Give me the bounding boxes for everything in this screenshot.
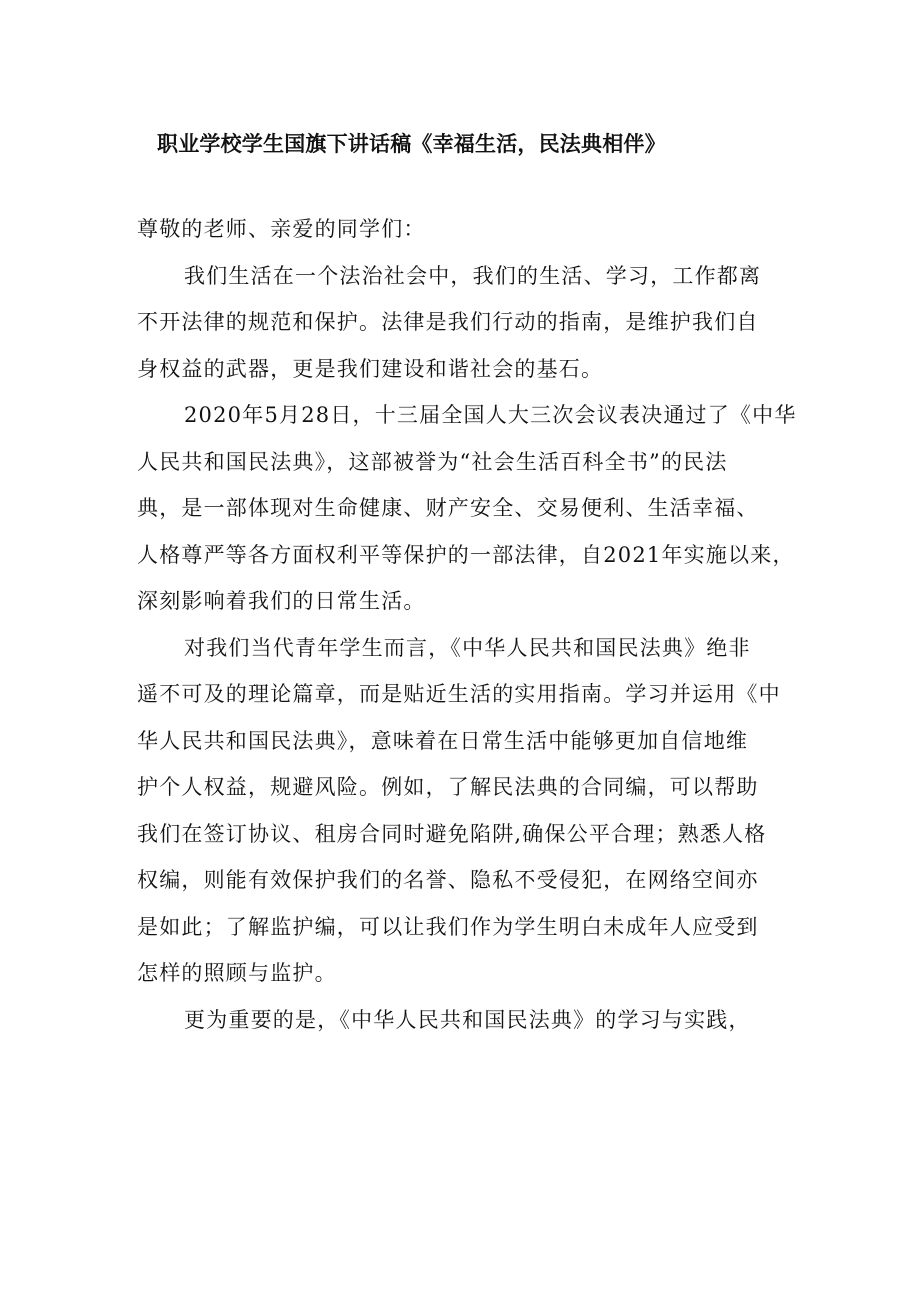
paragraph-line: 华人民共和国民法典》，意味着在日常生活中能够更加自信地维	[137, 728, 749, 753]
paragraph-4	[137, 997, 787, 1044]
salutation: 尊敬的老师、亲爱的同学们：	[137, 217, 426, 241]
paragraph-line: 遥不可及的理论篇章，而是贴近生活的实用指南。学习并运用《中	[137, 682, 781, 706]
paragraph-line: 我们生活在一个法治社会中，我们的生活、学习，工作都离	[184, 263, 762, 288]
paragraph-line: 护个人权益，规避风险。例如，了解民法典的合同编，可以帮助	[137, 775, 759, 799]
paragraph-line: 怎样的照顾与监护。	[137, 961, 337, 985]
paragraph-line: 深刻影响着我们的日常生活。	[137, 589, 426, 613]
paragraph-1	[137, 253, 787, 393]
paragraph-line: 2020年5月28日，十三届全国人大三次会议表决通过了《中华	[184, 403, 797, 427]
paragraph-line: 权编，则能有效保护我们的名誉、隐私不受侵犯，在网络空间亦	[137, 868, 759, 892]
paragraph-line: 人民共和国民法典》，这部被誉为“社会生活百科全书”的民法	[137, 449, 728, 474]
paragraph-line: 我们在签订协议、租房合同时避免陷阱,确保公平合理；熟悉人格	[137, 821, 767, 846]
paragraph-line: 对我们当代青年学生而言，《中华人民共和国民法典》绝非	[184, 635, 751, 660]
paragraph-line: 典，是一部体现对生命健康、财产安全、交易便利、生活幸福、	[137, 496, 759, 520]
paragraph-line: 不开法律的规范和保护。法律是我们行动的指南，是维护我们自	[137, 310, 759, 334]
paragraph-line: 身权益的武器，更是我们建设和谐社会的基石。	[137, 356, 604, 381]
document-title: 职业学校学生国旗下讲话稿《幸福生活，民法典相伴》	[157, 132, 666, 156]
paragraph-2	[137, 392, 797, 625]
paragraph-line: 更为重要的是，《中华人民共和国民法典》的学习与实践，	[184, 1007, 751, 1032]
paragraph-line: 是如此；了解监护编，可以让我们作为学生明白未成年人应受到	[137, 914, 759, 939]
document-body	[137, 206, 797, 1043]
paragraph-line: 人格尊严等各方面权利平等保护的一部法律，自2021年实施以来，	[137, 542, 795, 567]
paragraph-3	[137, 625, 787, 997]
